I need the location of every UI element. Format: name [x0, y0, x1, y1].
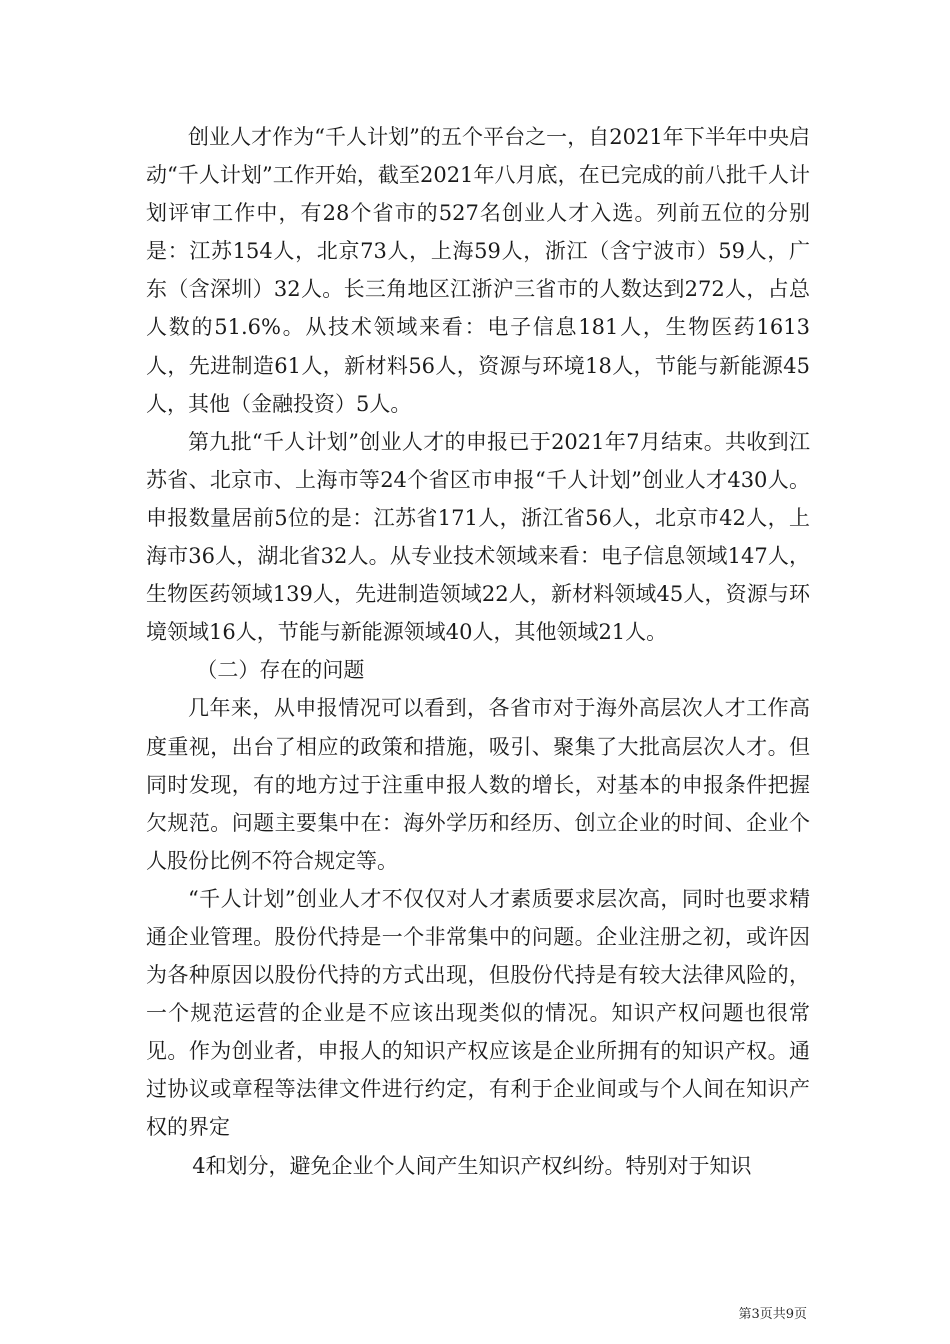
paragraph-application-issues: 几年来，从申报情况可以看到，各省市对于海外高层次人才工作高度重视，出台了相应的政策和措施，吸引、聚集了大批高层次人才。但同时发现，有的地方过于注重申报人数的增长，对基本的申报条件把握欠规范。问题主要集中在：海外学历和经历、创立企业的时间、企业个人股份比例不符合规定等。 — [146, 696, 810, 873]
paragraph-continued-line: 4和划分，避免企业个人间产生知识产权纠纷。特别对于知识 — [192, 1153, 752, 1178]
section-heading-problems: （二）存在的问题 — [196, 658, 365, 683]
paragraph-ninth-batch: 第九批“千人计划”创业人才的申报已于2021年7月结束。共收到江苏省、北京市、上海市等24个省区市申报“千人计划”创业人才430人。申报数量居前5位的是：江苏省171人，浙江省56人，北京市42人，上海市36人，湖北省32人。从专业技术领域来看：电子信息领域147人，生物医药领域139人，先进制造领域22人，新材料领域45人，资源与环境领域16人，节能与新能源领域40人，其他领域21人。 — [146, 429, 810, 645]
page-number-footer: 第3页共9页 — [738, 1307, 807, 1322]
paragraph-management-ip: “千人计划”创业人才不仅仅对人才素质要求层次高，同时也要求精通企业管理。股份代持是一个非常集中的问题。企业注册之初，或许因为各种原因以股份代持的方式出现，但股份代持是有较大法律风险的，一个规范运营的企业是不应该出现类似的情况。知识产权问题也很常见。作为创业者，申报人的知识产权应该是企业所拥有的知识产权。通过协议或章程等法律文件进行约定，有利于企业间或与个人间在知识产权的界定 — [146, 886, 810, 1140]
document-body — [146, 118, 810, 1185]
paragraph-entrepreneur-stats: 创业人才作为“千人计划”的五个平台之一，自2021年下半年中央启动“千人计划”工作开始，截至2021年八月底，在已完成的前八批千人计划评审工作中，有28个省市的527名创业人才入选。列前五位的分别是：江苏154人，北京73人，上海59人，浙江（含宁波市）59人，广东（含深圳）32人。长三角地区江浙沪三省市的人数达到272人，占总人数的51.6%。从技术领域来看：电子信息181人，生物医药1613人，先进制造61人，新材料56人，资源与环境18人，节能与新能源45人，其他（金融投资）5人。 — [146, 125, 810, 416]
